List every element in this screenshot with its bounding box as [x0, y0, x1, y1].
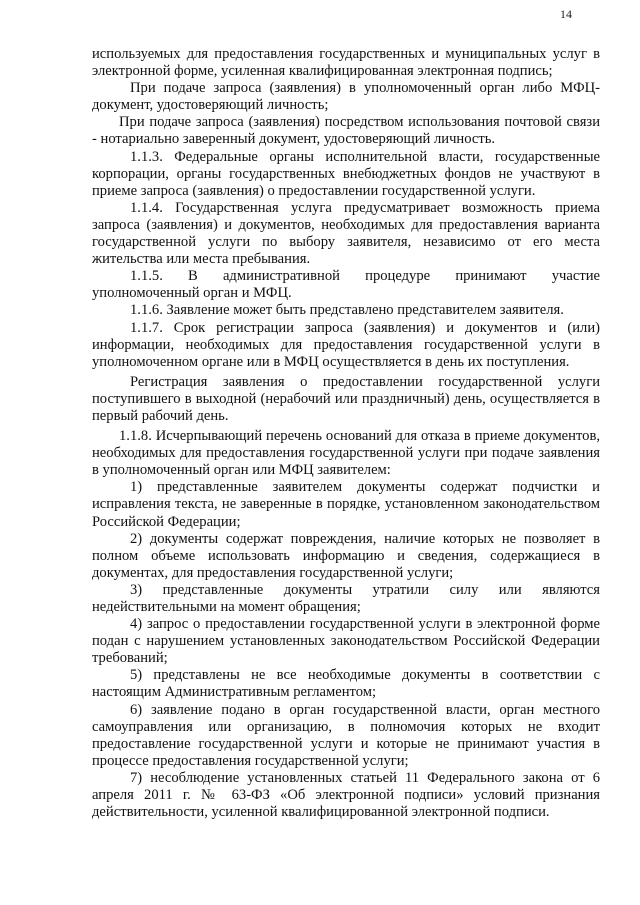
paragraph-1-1-7: 1.1.7. Срок регистрации запроса (заявления) и документов и (или) информации, необходимых для предоставления государственной услуги в уполномоченном органе или в МФЦ осуществляется в день их поступления. [92, 319, 600, 370]
paragraph-registration: Регистрация заявления о предоставлении государственной услуги поступившего в выходной (нерабочий или праздничный) день, осуществляется в первый рабочий день. [92, 373, 600, 424]
paragraph-1-1-5: 1.1.5. В административной процедуре принимают участие уполномоченный орган и МФЦ. [92, 268, 600, 302]
paragraph-1-1-6: 1.1.6. Заявление может быть представлено представителем заявителя. [130, 302, 564, 319]
paragraph-continuation: используемых для предоставления государственных и муниципальных услуг в электронной форме, усиленная квалифицированная электронная подпись; [92, 46, 600, 80]
list-item-2: 2) документы содержат повреждения, наличие которых не позволяет в полном объеме использовать информацию и сведения, содержащиеся в документах, для предоставления государственной услуги; [92, 530, 600, 581]
paragraph-1-1-8: 1.1.8. Исчерпывающий перечень оснований для отказа в приеме документов, необходимых для предоставления государственной услуги при подаче заявления в уполномоченный орган или МФЦ заявителем: [92, 428, 600, 479]
paragraph-1-1-3: 1.1.3. Федеральные органы исполнительной власти, государственные корпорации, органы государственных внебюджетных фондов не участвуют в приеме запроса (заявления) о предоставлении государственной услуги. [92, 148, 600, 199]
list-item-7: 7) несоблюдение установленных статьей 11 Федерального закона от 6 апреля 2011 г. № 63-ФЗ «Об электронной подписи» условий признания действительности, усиленной квалифицированной электронной подписи. [92, 769, 600, 821]
page-number: 14 [560, 7, 572, 21]
document-body [92, 46, 600, 821]
list-item-3: 3) представленные документы утратили силу или являются недействительными на момент обращения; [92, 581, 600, 615]
paragraph-id-in-person: При подаче запроса (заявления) в уполномоченный орган либо МФЦ-документ, удостоверяющий личность; [92, 80, 600, 114]
paragraph-1-1-4: 1.1.4. Государственная услуга предусматривает возможность приема запроса (заявления) и документов, необходимых для предоставления варианта государственной услуги по выбору заявителя, независимо от его места жительства или места пребывания. [92, 199, 600, 268]
list-item-6: 6) заявление подано в орган государственной власти, орган местного самоуправления или организацию, в полномочия которых не входит предоставление государственной услуги и которые не принимают участия в процессе предоставления государственной услуги; [92, 701, 600, 769]
list-item-5: 5) представлены не все необходимые документы в соответствии с настоящим Административным регламентом; [92, 667, 600, 701]
paragraph-id-by-post: При подаче запроса (заявления) посредством использования почтовой связи - нотариально заверенный документ, удостоверяющий личность. [92, 114, 600, 148]
list-item-4: 4) запрос о предоставлении государственной услуги в электронной форме подан с нарушением установленных законодательством Российской Федерации требований; [92, 616, 600, 667]
list-item-1: 1) представленные заявителем документы содержат подчистки и исправления текста, не заверенные в порядке, установленном законодательством Российской Федерации; [92, 479, 600, 530]
